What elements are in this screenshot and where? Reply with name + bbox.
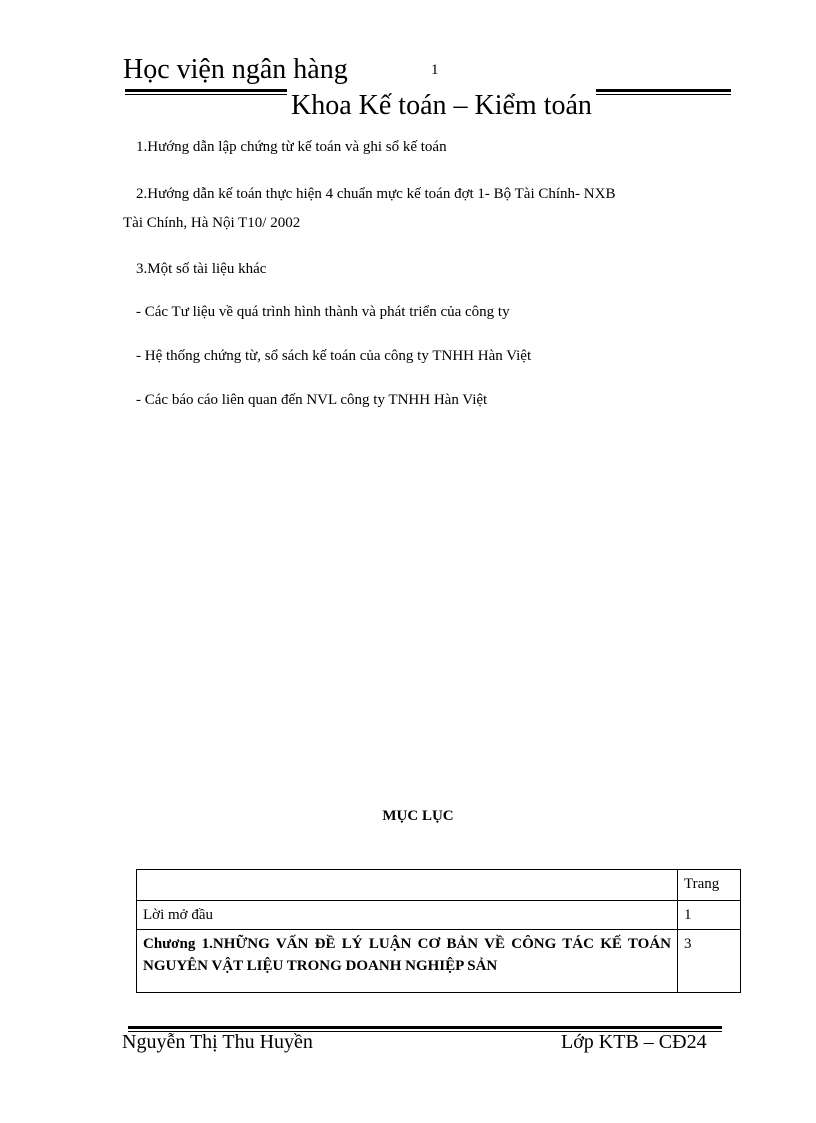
toc-row — [137, 901, 741, 930]
header-institution: Học viện ngân hàng — [123, 54, 348, 85]
reference-item-3: 3.Một số tài liệu khác — [136, 261, 267, 277]
reference-bullet: - Hệ thống chứng từ, sổ sách kế toán của công ty TNHH Hàn Việt — [136, 348, 532, 364]
toc-row-page: 1 — [678, 901, 741, 930]
page-number: 1 — [431, 62, 439, 78]
toc-table — [136, 869, 741, 993]
toc-title: MỤC LỤC — [382, 808, 454, 824]
reference-item-1: 1.Hướng dẫn lập chứng từ kế toán và ghi sổ kế toán — [136, 139, 447, 155]
header-department: Khoa Kế toán – Kiểm toán — [287, 88, 596, 124]
footer-class: Lớp KTB – CĐ24 — [561, 1031, 707, 1053]
reference-item-2-line-1: 2.Hướng dẫn kế toán thực hiện 4 chuẩn mực kế toán đợt 1- Bộ Tài Chính- NXB — [136, 186, 616, 202]
reference-bullet: - Các báo cáo liên quan đến NVL công ty TNHH Hàn Việt — [136, 392, 488, 408]
toc-row-label: Lời mở đầu — [137, 901, 678, 930]
reference-bullet: - Các Tư liệu về quá trình hình thành và phát triển của công ty — [136, 304, 510, 320]
toc-row-label: Chương 1.NHỮNG VẤN ĐỀ LÝ LUẬN CƠ BẢN VỀ CÔNG TÁC KẾ TOÁN NGUYÊN VẬT LIỆU TRONG DOANH NGHIỆP SẢN — [137, 930, 678, 993]
toc-row-page: 3 — [678, 930, 741, 993]
toc-header-row — [137, 870, 741, 901]
toc-row — [137, 930, 741, 993]
toc-header-label-cell — [137, 870, 678, 901]
toc-header-page-cell: Trang — [678, 870, 741, 901]
reference-item-2-line-2: Tài Chính, Hà Nội T10/ 2002 — [123, 215, 301, 231]
footer-author: Nguyễn Thị Thu Huyền — [122, 1031, 313, 1053]
